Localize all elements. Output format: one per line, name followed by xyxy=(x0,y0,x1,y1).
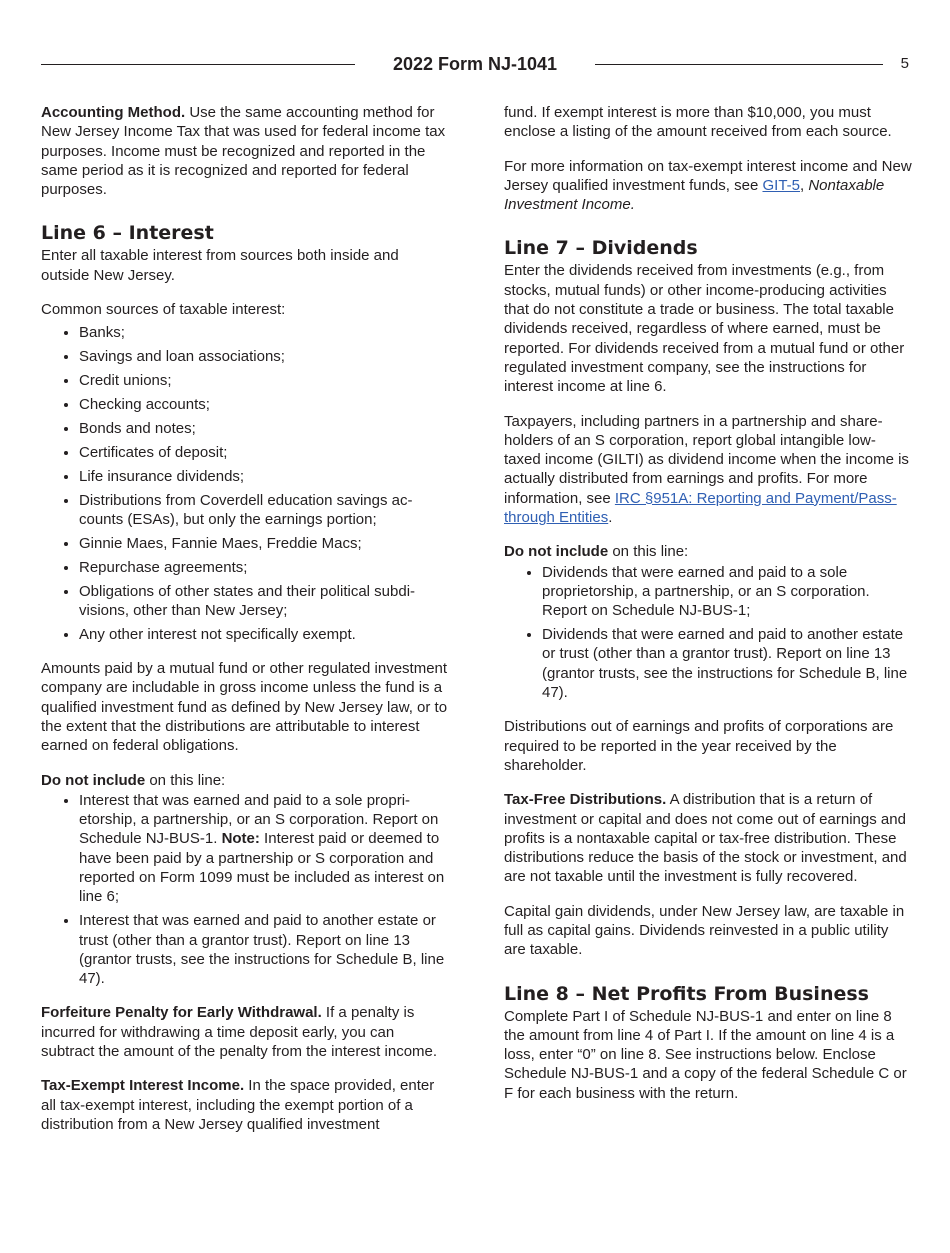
list-item: • Interest that was earned and paid to another estate or trust (other than a grantor trust). Report on line 13 (grantor trusts, see the instructions for Schedule B, line 47). xyxy=(79,911,451,988)
more-info-text: For more information on tax-exempt interest income and New Jersey qualified investment funds, see xyxy=(504,157,912,194)
forfeiture-lead: Forfeiture Penalty for Early Withdrawal. xyxy=(41,1004,322,1022)
page-header xyxy=(41,52,909,76)
list-item: • Dividends that were earned and paid to a sole proprietorship, a partnership, or an S corporation. Report on Schedule NJ-BUS-1; xyxy=(542,563,912,621)
gilti-text: Taxpayers, including partners in a partnership and shareholders of an S corporation, report global intangible low-taxed income (GILTI) as dividend income when the income is actually distributed from earnings and profits. For more information, see xyxy=(504,412,909,507)
list-item: • Any other interest not specifically exempt. xyxy=(79,625,451,644)
list-item: • Banks; xyxy=(79,323,451,342)
capital-gain-paragraph: Capital gain dividends, under New Jersey law, are taxable in full as capital gains. Dividends reinvested in a public utility are taxable. xyxy=(504,902,905,959)
distributions-paragraph: Distributions out of earnings and profits of corporations are required to be reported in the year received by the shareholder. xyxy=(504,718,894,774)
list-item xyxy=(79,791,451,907)
git5-link[interactable]: GIT-5 xyxy=(762,176,800,194)
do-not-include-line7 xyxy=(504,542,912,561)
list-item: • Bonds and notes; xyxy=(79,419,451,438)
line6-intro: Enter all taxable interest from sources both inside and outside New Jersey. xyxy=(41,247,399,284)
do-not-include-line6 xyxy=(41,771,451,790)
header-rule-left xyxy=(41,64,355,65)
line6-exclusions-list xyxy=(41,791,451,989)
line6-heading: Line 6 – Interest xyxy=(41,222,214,245)
accounting-method-paragraph xyxy=(41,103,451,199)
note-label: Note: xyxy=(221,830,260,848)
forfeiture-penalty-paragraph xyxy=(41,1003,451,1061)
list-item: • Repurchase agreements; xyxy=(79,558,451,577)
sources-title: Common sources of taxable interest: xyxy=(41,301,286,319)
left-column xyxy=(41,103,451,1149)
page-number: 5 xyxy=(900,55,909,72)
list-item: • Certificates of deposit; xyxy=(79,443,451,462)
forfeiture-text: If a penalty is incurred for withdrawing a time deposit early, you can subtract the amount of the penalty from the interest income. xyxy=(41,1004,438,1060)
publication-title: Nontaxable Investment Income. xyxy=(504,176,885,214)
tax-free-distributions-paragraph xyxy=(504,790,912,886)
exempt-interest-continuation: fund. If exempt interest is more than $10,000, you must enclose a listing of the amount received from each source. xyxy=(504,104,892,141)
gilti-paragraph xyxy=(504,412,912,528)
line7-exclusions-list xyxy=(504,563,912,703)
tax-exempt-text: In the space provided, enter all tax-exempt interest, including the exempt portion of a distribution from a New Jersey qualified investment xyxy=(41,1077,435,1133)
list-item: • Obligations of other states and their political subdivisions, other than New Jersey; xyxy=(79,582,451,621)
line8-heading: Line 8 – Net Profits From Business xyxy=(504,982,869,1005)
tax-free-text: A distribution that is a return of investment or capital and does not come out of earnings and profits is a nontaxable capital or tax-free distribution. These distributions reduce the basis of the stock or investment, and are not taxable until the investment is fully recovered. xyxy=(504,791,907,886)
do-not-include-rest: on this line: xyxy=(145,771,226,789)
exclusion-text: Interest that was earned and paid to a sole proprietorship, a partnership, or an S corporation. Report on Schedule NJ-BUS-1. xyxy=(79,791,439,848)
line8-paragraph: Complete Part I of Schedule NJ-BUS-1 and enter on line 8 the amount from line 4 of Part I. If the amount on line 4 is a loss, enter “0” on line 8. See instructions below. Enclose Schedule NJ-BUS-1 and a copy of the federal Schedule C or F for each business with the return. xyxy=(504,1007,907,1102)
gilti-end: . xyxy=(608,509,613,527)
list-item: • Checking accounts; xyxy=(79,395,451,414)
mutual-fund-paragraph: Amounts paid by a mutual fund or other regulated investment company are includable in gross income unless the fund is a qualified investment fund as defined by New Jersey law, or to the extent that the distributions are attributable to interest earned on federal obligations. xyxy=(41,660,448,755)
form-title: 2022 Form NJ-1041 xyxy=(392,54,558,74)
accounting-method-text: Use the same accounting method for New Jersey Income Tax that was used for federal income tax purposes. Income must be recognized and reported in the same period as it is recognized and reported for federal purposes. xyxy=(41,104,446,199)
irc-951a-link[interactable]: IRC §951A: Reporting and Payment/Pass-through Entities xyxy=(504,489,897,527)
header-rule-right xyxy=(595,64,883,65)
exclusion-note-text: Interest paid or deemed to have been paid by a partnership or S corporation and reported on Form 1099 must be included as interest on line 6; xyxy=(79,830,445,906)
tax-free-lead: Tax-Free Distributions. xyxy=(504,791,667,809)
do-not-include-rest: on this line: xyxy=(608,543,689,561)
do-not-include-lead: Do not include xyxy=(41,771,146,789)
more-info-paragraph xyxy=(504,157,912,215)
list-item: • Life insurance dividends; xyxy=(79,467,451,486)
accounting-method-lead: Accounting Method. xyxy=(41,104,186,121)
list-item: • Dividends that were earned and paid to another estate or trust (other than a grantor trust). Report on line 13 (grantor trusts, see the instructions for Schedule B, line 47). xyxy=(542,625,912,702)
list-item: • Savings and loan associations; xyxy=(79,347,451,366)
tax-exempt-interest-paragraph xyxy=(41,1076,451,1134)
right-column xyxy=(504,103,912,1118)
do-not-include-lead: Do not include xyxy=(504,543,609,561)
more-info-sep: , xyxy=(800,176,809,194)
dividends-paragraph: Enter the dividends received from investments (e.g., from stocks, mutual funds) or other income-producing activities that do not constitute a trade or business. The total taxable dividends received, regardless of where earned, must be reported. For dividends received from a mutual fund or other regulated investment company, see the instructions for interest income at line 6. xyxy=(504,262,905,396)
tax-exempt-lead: Tax-Exempt Interest Income. xyxy=(41,1077,245,1095)
taxable-interest-sources-list xyxy=(41,323,451,644)
line7-heading: Line 7 – Dividends xyxy=(504,237,698,260)
list-item: • Distributions from Coverdell education savings accounts (ESAs), but only the earnings portion; xyxy=(79,491,451,530)
list-item: • Credit unions; xyxy=(79,371,451,390)
list-item: • Ginnie Maes, Fannie Maes, Freddie Macs; xyxy=(79,534,451,553)
